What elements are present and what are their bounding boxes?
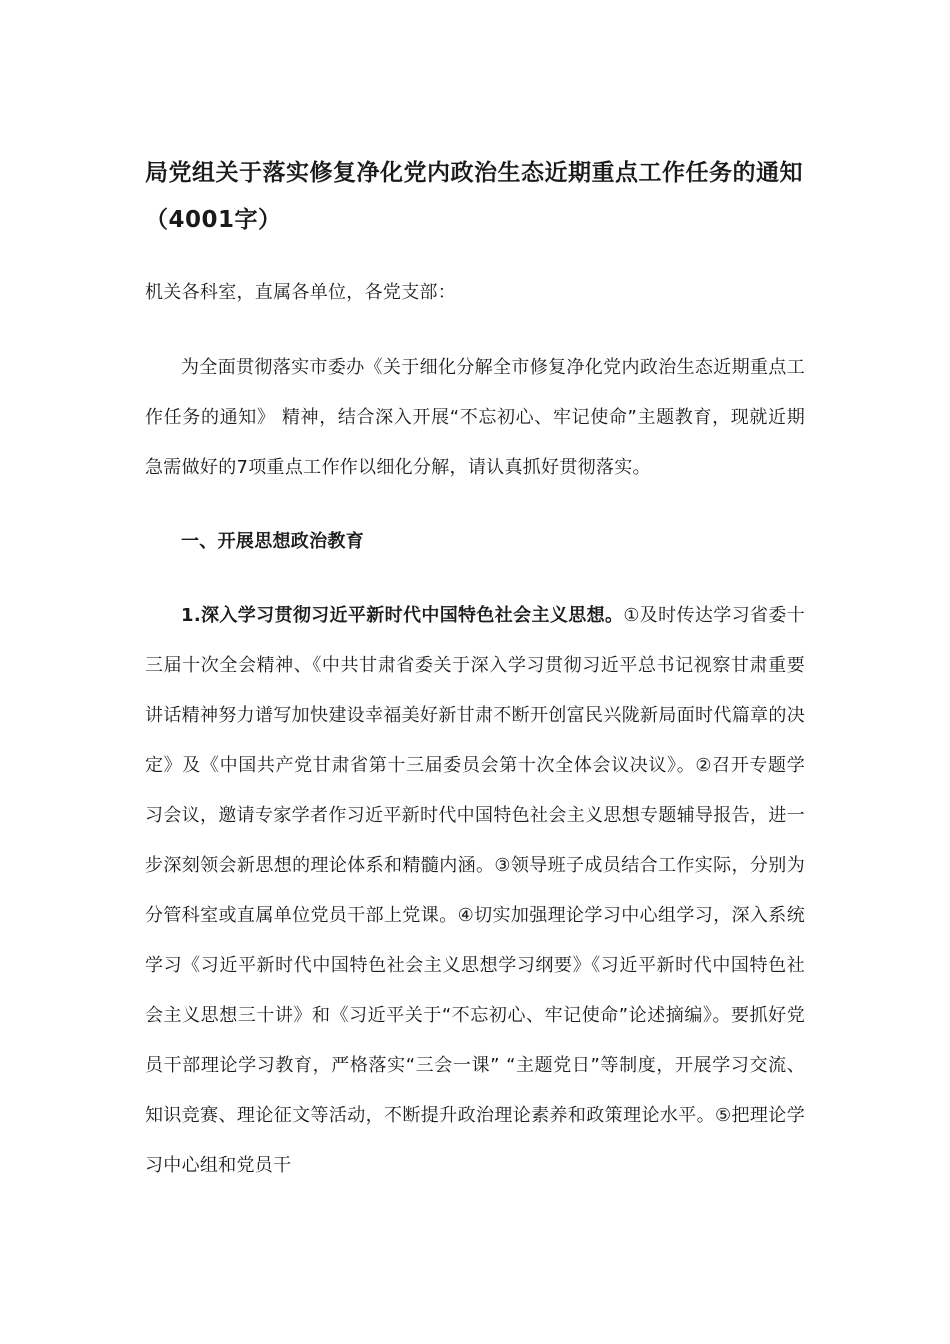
item-1-lead: 1.深入学习贯彻习近平新时代中国特色社会主义思想。 [181,605,624,626]
document-page [145,150,805,1191]
item-1-body: ①及时传达学习省委十三届十次全会精神、《中共甘肃省委关于深入学习贯彻习近平总书记视察甘肃重要讲话精神努力谱写加快建设幸福美好新甘肃不断开创富民兴陇新局面时代篇章的决定》及《中国共产党甘肃省第十三届委员会第十次全体会议决议》。②召开专题学习会议，邀请专家学者作习近平新时代中国特色社会主义思想专题辅导报告，进一步深刻领会新思想的理论体系和精髓内涵。③领导班子成员结合工作实际，分别为分管科室或直属单位党员干部上党课。④切实加强理论学习中心组学习，深入系统学习《习近平新时代中国特色社会主义思想学习纲要》《习近平新时代中国特色社会主义思想三十讲》和《习近平关于“不忘初心、牢记使命”论述摘编》。要抓好党员干部理论学习教育，严格落实“三会一课” “主题党日”等制度，开展学习交流、知识竞赛、理论征文等活动，不断提升政治理论素养和政策理论水平。⑤把理论学习中心组和党员干 [145,605,805,1176]
intro-paragraph: 为全面贯彻落实市委办《关于细化分解全市修复净化党内政治生态近期重点工作任务的通知》 精神，结合深入开展“不忘初心、牢记使命”主题教育，现就近期急需做好的7项重点工作作以细化分解，请认真抓好贯彻落实。 [145,357,805,478]
salutation: 机关各科室，直属各单位，各党支部： [145,282,457,303]
document-title: 局党组关于落实修复净化党内政治生态近期重点工作任务的通知（4001字） [145,160,803,233]
section-heading-1: 一、开展思想政治教育 [181,531,364,552]
item-1-paragraph [145,591,805,1191]
